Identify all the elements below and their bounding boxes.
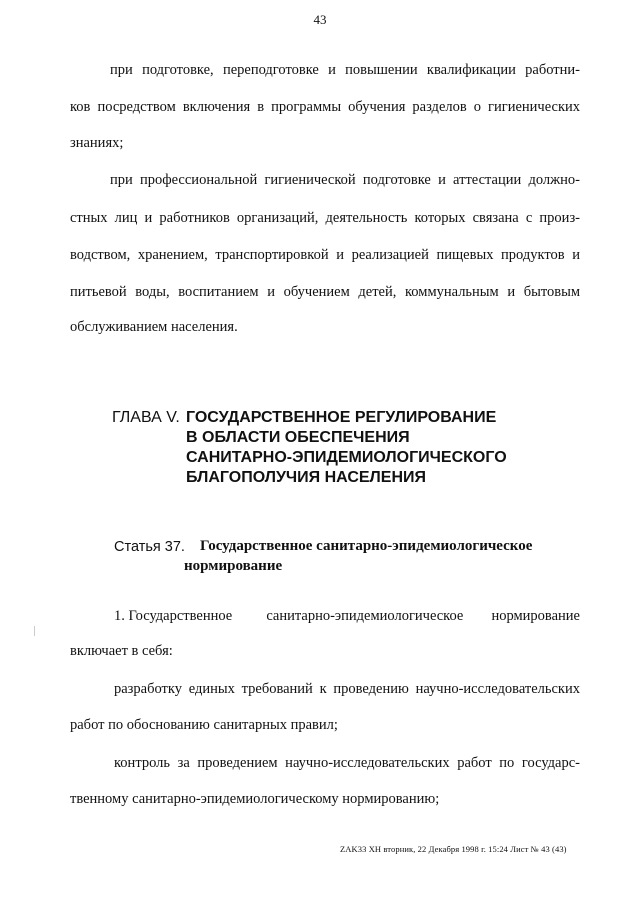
body-line-4: контроль за проведением научно-исследовательских работ по государс- [114, 755, 580, 771]
article-prefix: Статья 37. [114, 539, 185, 555]
chapter-title [186, 408, 507, 488]
chapter-title-line-3: САНИТАРНО-ЭПИДЕМИОЛОГИЧЕСКОГО [186, 449, 507, 466]
chapter-prefix: ГЛАВА V. [112, 409, 180, 426]
page-number: 43 [313, 12, 327, 27]
paragraph-2-line-1: при профессиональной гигиенической подготовке и аттестации должно- [110, 172, 580, 188]
body-line-2: разработку единых требований к проведению научно-исследовательских [114, 681, 580, 697]
footer-stamp: ZAK33 XH вторник, 22 Декабря 1998 г. 15:24 Лист № 43 (43) [340, 844, 567, 854]
article-title [184, 536, 533, 576]
paragraph-1-line-3: знаниях; [70, 135, 124, 151]
paragraph-1-line-2: ков посредством включения в программы обучения разделов о гигиенических [70, 99, 580, 115]
paragraph-2-line-3: водством, хранением, транспортировкой и реализацией пищевых продуктов и [70, 247, 580, 263]
item-1-part-3: нормирование [491, 608, 580, 624]
body-line-1: включает в себя: [70, 643, 173, 659]
chapter-title-line-4: БЛАГОПОЛУЧИЯ НАСЕЛЕНИЯ [186, 469, 426, 486]
body-line-5: твенному санитарно-эпидемиологическому нормированию; [70, 791, 440, 807]
margin-mark [34, 626, 35, 636]
item-1-part-2: санитарно-эпидемиологическое [266, 608, 464, 624]
paragraph-2-line-2: стных лиц и работников организаций, деятельность которых связана с произ- [70, 210, 580, 226]
item-1-part-1: 1. Государственное [114, 608, 233, 624]
chapter-title-line-1: ГОСУДАРСТВЕННОЕ РЕГУЛИРОВАНИЕ [186, 409, 497, 426]
chapter-title-line-2: В ОБЛАСТИ ОБЕСПЕЧЕНИЯ [186, 429, 410, 446]
paragraph-1-line-1: при подготовке, переподготовке и повышении квалификации работни- [110, 62, 580, 78]
paragraph-2-line-4: питьевой воды, воспитанием и обучением детей, коммунальным и бытовым [70, 284, 580, 300]
body-line-3: работ по обоснованию санитарных правил; [70, 717, 338, 733]
article-title-line-2: нормирование [184, 558, 283, 574]
item-1-line-1 [114, 607, 580, 625]
paragraph-2-line-5: обслуживанием населения. [70, 319, 238, 335]
article-title-line-1: Государственное санитарно-эпидемиологическое [200, 538, 533, 554]
